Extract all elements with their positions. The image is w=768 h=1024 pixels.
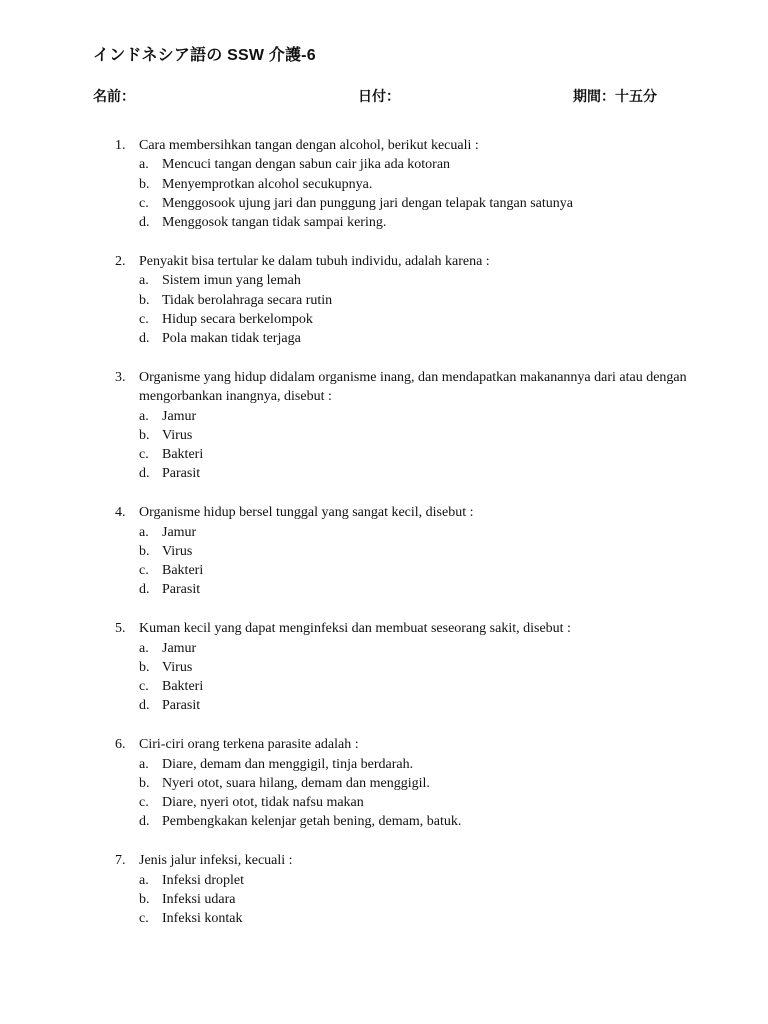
option-text: Virus [162,659,193,675]
question-7 [115,851,715,928]
answer-option [139,407,715,426]
question-5 [115,619,715,715]
option-text: Menyemprotkan alcohol secukupnya. [162,176,373,192]
page-title: インドネシア語の SSW 介護-6 [93,47,316,64]
option-text: Infeksi kontak [162,911,243,927]
answer-option [139,329,715,348]
option-text: Menggosok tangan tidak sampai kering. [162,215,387,231]
option-letter: b. [139,543,150,559]
answer-option [139,194,715,213]
answer-option [139,426,715,445]
option-text: Virus [162,543,193,559]
option-text: Jamur [162,640,197,656]
question-number: 2. [115,253,126,269]
option-letter: a. [139,756,149,772]
option-letter: a. [139,524,149,540]
answer-option [139,561,715,580]
option-text: Menggosook ujung jari dan punggung jari dengan telapak tangan satunya [162,195,573,211]
option-text: Diare, nyeri otot, tidak nafsu makan [162,795,364,811]
question-6 [115,735,715,831]
option-letter: c. [139,679,149,695]
answer-option [139,812,715,831]
option-list [115,755,715,832]
option-text: Pola makan tidak terjaga [162,331,301,347]
answer-option [139,774,715,793]
answer-option [139,175,715,194]
question-3 [115,368,715,484]
option-letter: b. [139,176,150,192]
question-stem [115,619,715,638]
option-text: Bakteri [162,563,204,579]
answer-option [139,445,715,464]
option-text: Jamur [162,408,197,424]
question-number: 6. [115,737,126,753]
option-list [115,523,715,600]
question-text: Cara membersihkan tangan dengan alcohol, berikut kecuali : [139,138,479,153]
answer-option [139,310,715,329]
option-letter: a. [139,408,149,424]
question-number: 3. [115,369,126,385]
option-letter: c. [139,447,149,463]
option-letter: c. [139,195,149,211]
option-letter: b. [139,292,150,308]
option-letter: a. [139,273,149,289]
question-stem [115,252,715,271]
answer-option [139,696,715,715]
question-number: 4. [115,505,126,521]
option-text: Diare, demam dan menggigil, tinja berdarah. [162,756,414,772]
answer-option [139,580,715,599]
question-2 [115,252,715,348]
option-text: Bakteri [162,447,204,463]
question-stem [115,503,715,522]
option-letter: d. [139,215,150,231]
answer-option [139,755,715,774]
answer-option [139,871,715,890]
option-letter: b. [139,891,150,907]
option-text: Parasit [162,466,201,482]
option-list [115,639,715,716]
option-letter: b. [139,659,150,675]
question-stem [115,735,715,754]
option-text: Sistem imun yang lemah [162,273,301,289]
option-list [115,155,715,232]
answer-option [139,677,715,696]
option-letter: d. [139,814,150,830]
question-text: Organisme yang hidup didalam organisme inang, dan mendapatkan makanannya dari atau dengan mengorbankan inangnya, disebut : [139,369,687,405]
option-text: Hidup secara berkelompok [162,311,313,327]
option-letter: c. [139,795,149,811]
option-text: Jamur [162,524,197,540]
option-letter: d. [139,331,150,347]
option-letter: d. [139,466,150,482]
option-letter: a. [139,872,149,888]
answer-option [139,213,715,232]
question-4 [115,503,715,599]
question-1 [115,136,715,232]
option-text: Tidak berolahraga secara rutin [162,292,333,308]
answer-option [139,542,715,561]
option-letter: d. [139,698,150,714]
option-letter: b. [139,427,150,443]
question-text: Penyakit bisa tertular ke dalam tubuh individu, adalah karena : [139,253,490,269]
question-stem [115,851,715,870]
question-number: 1. [115,138,126,153]
answer-option [139,793,715,812]
duration-label: 期間：十五分 [573,88,657,104]
option-letter: d. [139,582,150,598]
answer-option [139,291,715,310]
question-number: 5. [115,621,126,637]
option-text: Bakteri [162,679,204,695]
question-text: Kuman kecil yang dapat menginfeksi dan membuat seseorang sakit, disebut : [139,621,571,637]
option-text: Mencuci tangan dengan sabun cair jika ada kotoran [162,157,451,173]
option-text: Pembengkakan kelenjar getah bening, demam, batuk. [162,814,462,830]
answer-option [139,909,715,928]
answer-option [139,464,715,483]
option-letter: c. [139,311,149,327]
option-letter: a. [139,640,149,656]
option-text: Nyeri otot, suara hilang, demam dan menggigil. [162,775,430,791]
option-list [115,871,715,929]
answer-option [139,271,715,290]
option-letter: c. [139,911,149,927]
question-stem [115,136,715,155]
question-text: Ciri-ciri orang terkena parasite adalah : [139,737,359,753]
option-letter: b. [139,775,150,791]
option-list [115,407,715,484]
option-text: Parasit [162,698,201,714]
option-letter: c. [139,563,149,579]
option-list [115,271,715,348]
question-list [115,136,715,948]
option-text: Infeksi udara [162,891,236,907]
option-text: Parasit [162,582,201,598]
option-text: Infeksi droplet [162,872,245,888]
answer-option [139,639,715,658]
option-text: Virus [162,427,193,443]
question-number: 7. [115,853,126,869]
answer-option [139,890,715,909]
option-letter: a. [139,157,149,173]
answer-option [139,155,715,174]
answer-option [139,523,715,542]
question-text: Organisme hidup bersel tunggal yang sangat kecil, disebut : [139,505,474,521]
date-label: 日付： [358,88,400,104]
answer-option [139,658,715,677]
question-stem [115,368,715,407]
name-label: 名前： [93,88,135,104]
question-text: Jenis jalur infeksi, kecuali : [139,853,293,869]
header-fields [93,86,673,106]
